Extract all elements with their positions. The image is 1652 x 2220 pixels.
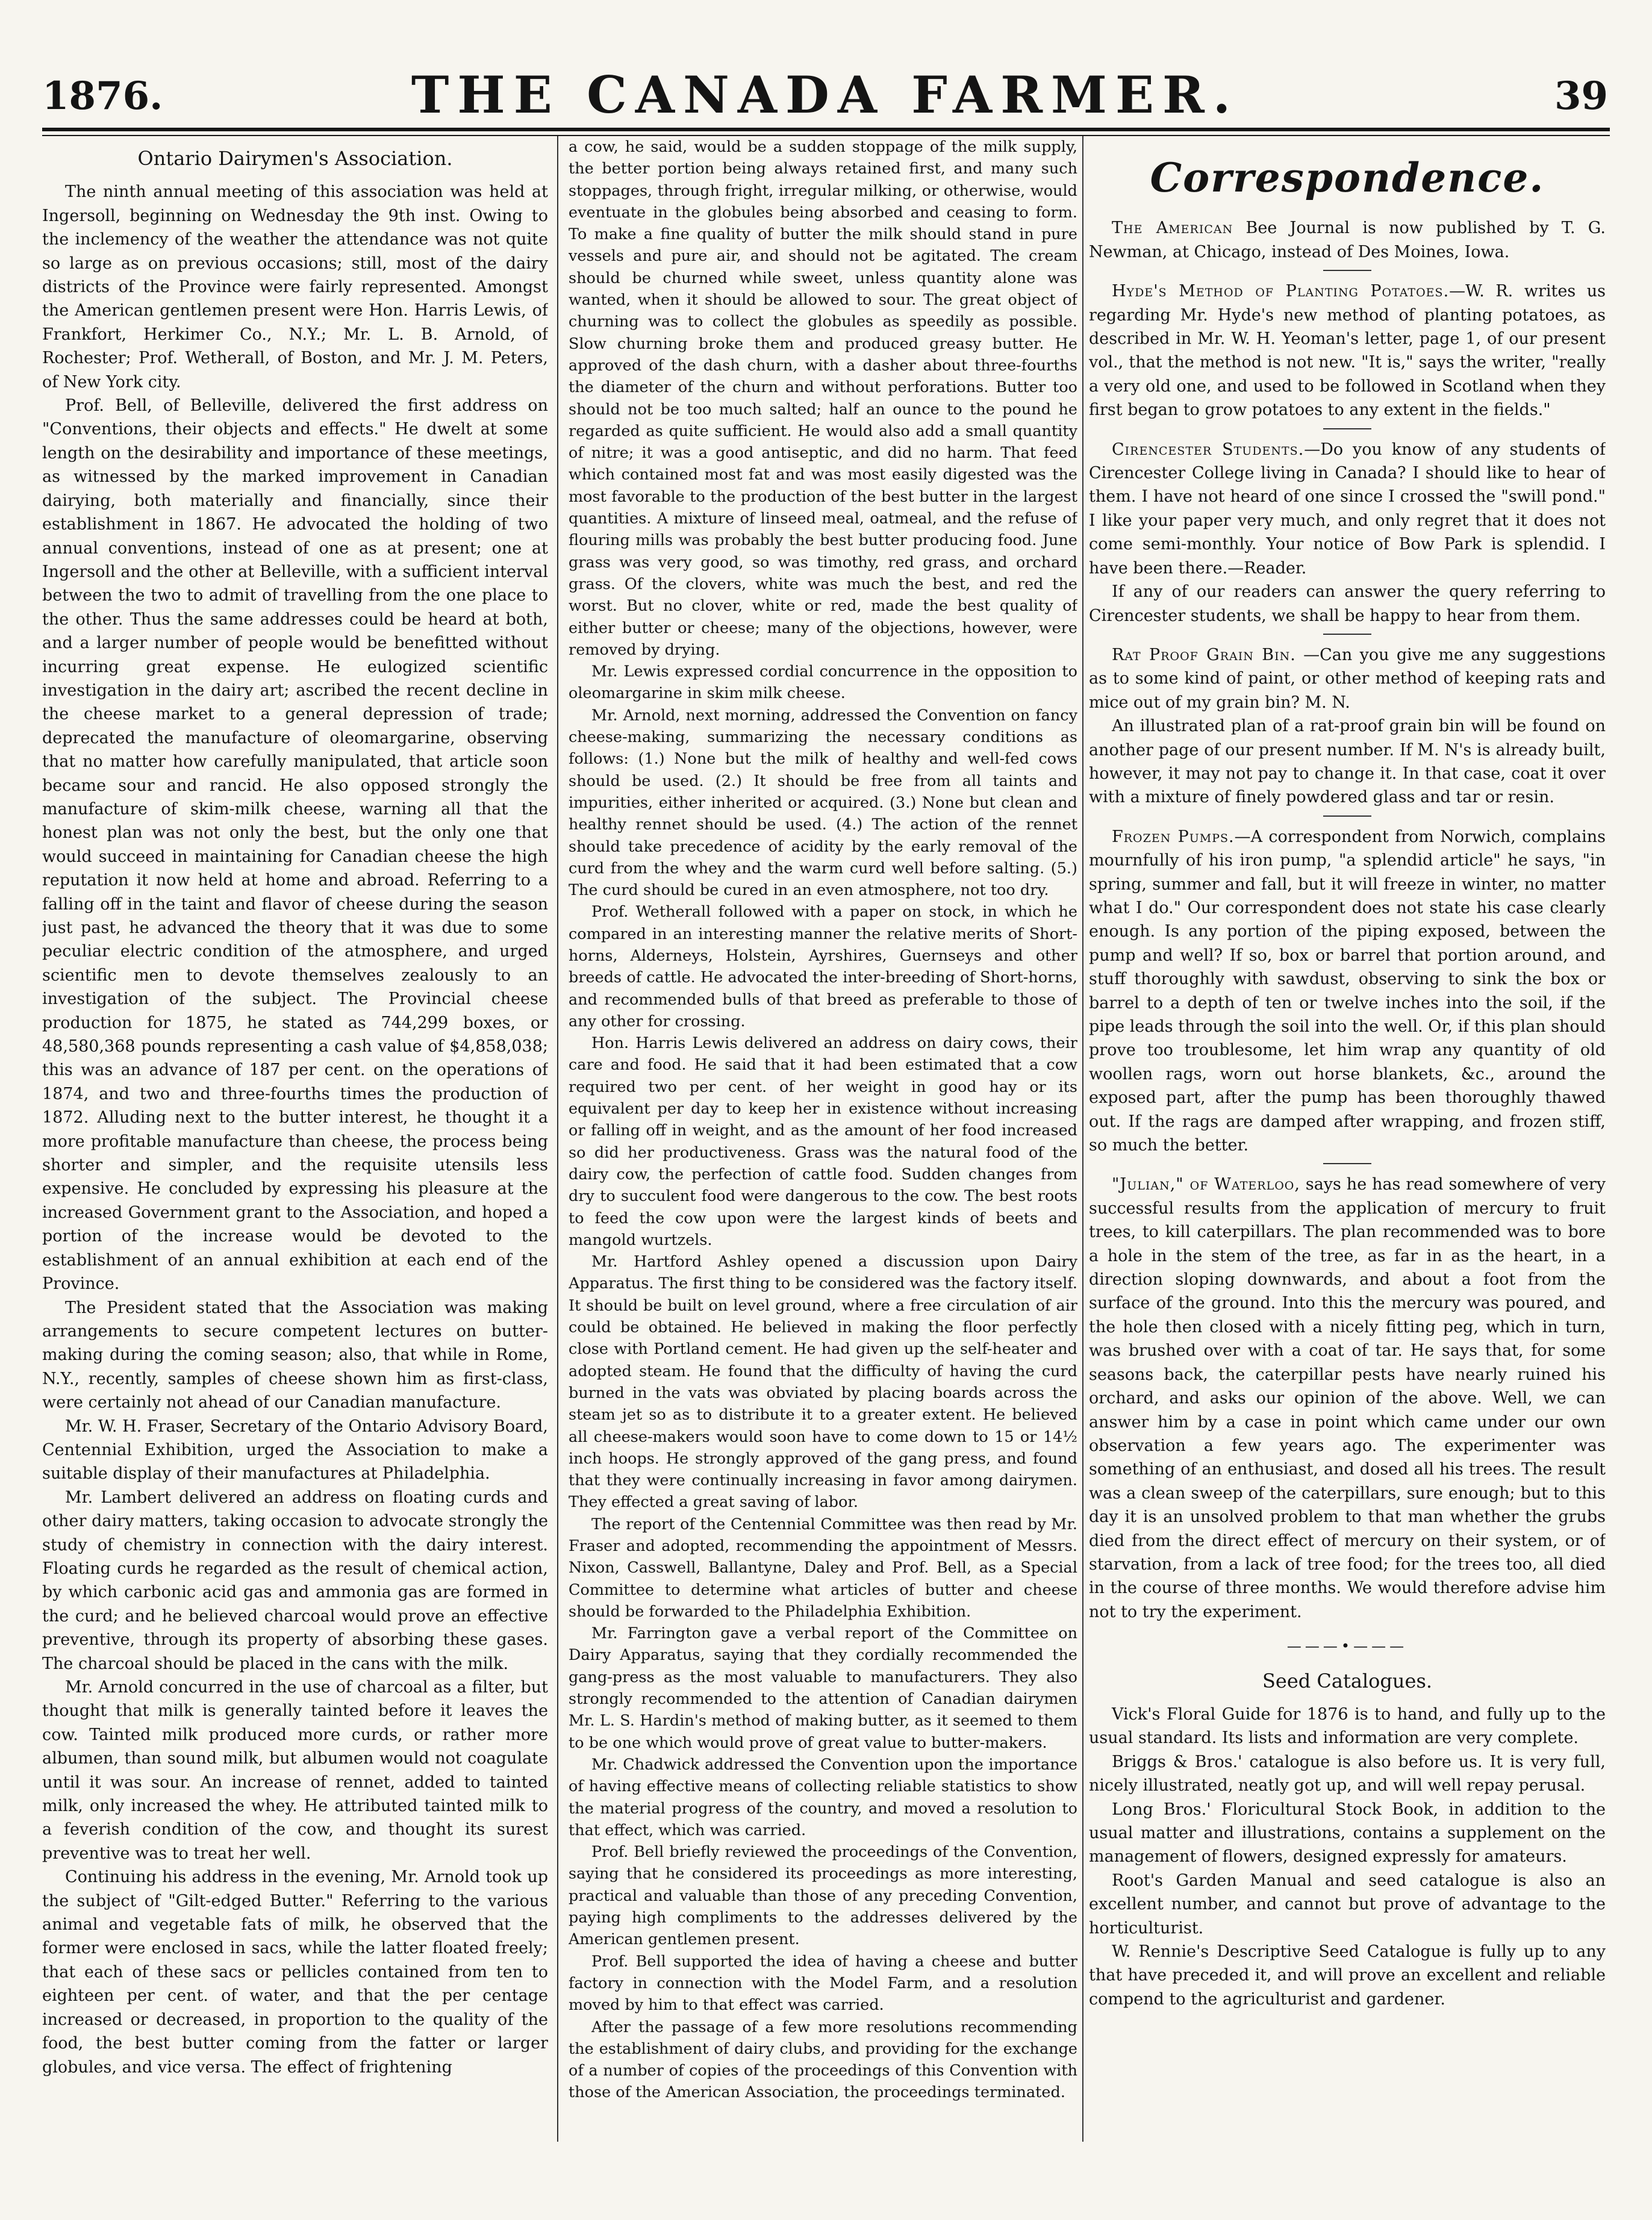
item-lead: Frozen Pumps. [1112, 827, 1235, 846]
item-text: If any of our readers can answer the query referring to Cirencester students, we shall be happy to hear from them. [1089, 582, 1606, 625]
column-2 [569, 136, 1077, 2142]
item-text: Bee Journal is now published by T. G. Newman, at Chicago, instead of Des Moines, Iowa. [1089, 219, 1606, 261]
item-lead: Cirencester Students. [1112, 440, 1304, 459]
article-paragraph: Mr. Arnold, next morning, addressed the Convention on fancy cheese-making, summarizing the necessary conditions as follows: (1.) None but the milk of healthy and well-fed cows should be used. (2.) It should be free from all taints and impurities, either inherited or acquired. (3.) None but clean and healthy rennet should be used. (4.) The action of the rennet should take precedence of acidity by the early removal of the curd from the whey and the warm curd well before salting. (5.) The curd should be cured in an even atmosphere, not too dry. [569, 706, 1077, 900]
article-paragraph: Mr. Chadwick addressed the Convention upon the importance of having effective means of collecting reliable statistics to show the material progress of the country, and moved a resolution to that effect, which was carried. [569, 1755, 1077, 1839]
item-separator [1323, 634, 1371, 635]
issue-year: 1876. [42, 73, 163, 119]
seed-paragraph: Briggs & Bros.' catalogue is also before us. It is very full, nicely illustrated, neatly got up, and will well repay perusal. [1089, 1752, 1606, 1795]
seed-paragraph: W. Rennie's Descriptive Seed Catalogue is fully up to any that have preceded it, and will prove an excellent and reliable compend to the agriculturist and gardener. [1089, 1942, 1606, 2009]
item-separator [1323, 1163, 1371, 1164]
item-text: says he has read somewhere of very successful results from the application of mercury to fruit trees, to kill caterpillars. The plan recommended was to bore a hole in the stem of the tree, as far in as the heart, in a direction sloping downwards, and about a foot from the surface of the ground. Into this the mercury was poured, and the hole then closed with a nicely fitting peg, which in turn, was brushed over with a coat of tar. He says that, for some seasons back, the caterpillar pests have nearly ruined his orchard, and asks our opinion of the above. Well, we can answer him by a case in point which came under our own observation a few years ago. The experimenter was something of an enthusiast, and dosed all his trees. The result was a clean sweep of the caterpillars, sure enough; but to this day it is an unsolved problem to that man whether the grubs died from the direct effect of mercury on their system, or of starvation, from a lack of tree food; for the trees too, all died in the course of three months. We would therefore advise him not to try the experiment. [1089, 1175, 1606, 1621]
seed-paragraph: Vick's Floral Guide for 1876 is to hand, and fully up to the usual standard. Its lists and information are very complete. [1089, 1704, 1606, 1748]
column-divider [1082, 136, 1083, 2142]
article-paragraph: a cow, he said, would be a sudden stoppage of the milk supply, the better portion being always retained first, and many such stoppages, through fright, irregular milking, or otherwise, would eventuate in the globules being absorbed and ceasing to form. To make a fine quality of butter the milk should stand in pure vessels and pure air, and should not be agitated. The cream should be churned while sweet, unless quantity alone was wanted, when it should be allowed to sour. The great object of churning was to collect the globules as speedily as possible. Slow churning broke them and produced greasy butter. He approved of the dash churn, with a dasher about three-fourths the diameter of the churn and without perforations. Butter too should not be too much salted; half an ounce to the pound he regarded as quite sufficient. He would also add a small quantity of nitre; it was a good antiseptic, and did no harm. That feed which contained most fat and was most easily digested was the most favorable to the production of the best butter in the largest quantities. A mixture of linseed meal, oatmeal, and the refuse of flouring mills was probably the best butter producing food. June grass was very good, so was timothy, red grass, and orchard grass. Of the clovers, white was much the best, and red the worst. But no clover, white or red, made the best quality of either butter or cheese; many of the objections, however, were removed by drying. [569, 138, 1077, 659]
section-ornament: ———•——— [1286, 1638, 1408, 1655]
article-paragraph: Mr. Lewis expressed cordial concurrence in the opposition to oleomargarine in skim milk cheese. [569, 663, 1077, 703]
item-text: —A correspondent from Norwich, complains mournfully of his iron pump, "a splendid article" he says, "in spring, summer and fall, but it will freeze in winter, no matter what I do." Our correspondent does not state his case clearly enough. Is any portion of the piping exposed, between the pump and well? If so, box or barrel that portion around, and stuff thoroughly with sawdust, observing to sink the box or barrel to a depth of ten or twelve inches into the soil, if the pipe leads through the soil into the well. Or, if this plan should prove too troublesome, let him wrap any quantity of old woollen rags, worn out horse blankets, &c., around the exposed part, after the pump has been thoroughly thawed out. If the rags are damped after wrapping, and frozen stiff, so much the better. [1089, 827, 1606, 1155]
article-paragraph: Mr. W. H. Fraser, Secretary of the Ontario Advisory Board, Centennial Exhibition, urged the Association to make a suitable display of their manufactures at Philadelphia. [42, 1417, 548, 1483]
column-3 [1089, 136, 1606, 2142]
item-separator [1323, 815, 1371, 817]
article-paragraph: Hon. Harris Lewis delivered an address on dairy cows, their care and food. He said that it had been estimated that a cow required two per cent. of her weight in good hay or its equivalent per day to keep her in existence without increasing or falling off in weight, and as the amount of her food increased so did her productiveness. Grass was the natural food of the dairy cow, the perfection of cattle food. Sudden changes from dry to succulent food were dangerous to the cow. The best roots to feed the cow upon were the largest kinds of beets and mangold wurtzels. [569, 1034, 1077, 1249]
article-paragraph: Prof. Bell supported the idea of having a cheese and butter factory in connection with the Model Farm, and a resolution moved by him to that effect was carried. [569, 1952, 1077, 2015]
correspondence-item [1089, 216, 1606, 264]
item-text: —Do you know of any students of Cirencester College living in Canada? I should like to hear of them. I have not heard of one since I crossed the "swill pond." I like your paper very much, and only regret that it does not come semi-monthly. Your notice of Bow Park is splendid. I have been there.—Reader. [1089, 440, 1606, 578]
masthead [42, 65, 1608, 125]
correspondence-item [1089, 643, 1606, 714]
correspondence-heading: Correspondence. [1150, 154, 1545, 201]
page-number: 39 [1554, 73, 1608, 119]
article-paragraph: Mr. Arnold concurred in the use of charcoal as a filter, but thought that milk is generally tainted before it leaves the cow. Tainted milk produced more curds, or rather more albumen, than sound milk, but albumen would not coagulate until it was sour. An increase of rennet, added to tainted milk, only increased the whey. He attributed tainted milk to a feverish condition of the cow, and thought its surest preventive was to treat her well. [42, 1678, 548, 1863]
item-text: An illustrated plan of a rat-proof grain bin will be found on another page of our present number. If M. N's is already built, however, it may not pay to change it. In that case, coat it over with a mixture of finely powdered glass and tar or resin. [1089, 717, 1606, 807]
item-lead: The American [1112, 219, 1233, 238]
item-lead: Rat Proof Grain Bin. [1112, 645, 1296, 664]
column-divider [557, 136, 558, 2142]
article-paragraph: Prof. Wetherall followed with a paper on stock, in which he compared in an interesting manner the relative merits of Short-horns, Alderneys, Holstein, Ayrshires, Guernseys and other breeds of cattle. He advocated the inter-breeding of Short-horns, and recommended bulls of that breed as preferable to those of any other for crossing. [569, 903, 1077, 1030]
correspondence-item [1089, 279, 1606, 422]
article-paragraph: After the passage of a few more resolutions recommending the establishment of dairy clubs, and providing for the exchange of a number of copies of the proceedings of this Convention with those of the American Association, the proceedings terminated. [569, 2018, 1077, 2102]
article-paragraph: Mr. Farrington gave a verbal report of the Committee on Dairy Apparatus, saying that they cordially recommended the gang-press as the most valuable to manufacturers. They also strongly recommended to the attention of Canadian dairymen Mr. L. S. Hardin's method of making butter, as it seemed to them to be one which would prove of great value to butter-makers. [569, 1624, 1077, 1752]
article-paragraph: Prof. Bell, of Belleville, delivered the first address on "Conventions, their objects and effects." He dwelt at some length on the desirability and importance of these meetings, as witnessed by the marked improvement in Canadian dairying, both materially and financially, since their establishment in 1867. He advocated the holding of two annual conventions, instead of one as at present; one at Ingersoll and the other at Belleville, with a sufficient interval between the two to admit of travelling from the one place to the other. Thus the same addresses could be heard at both, and a larger number of people would be benefitted without incurring great expense. He eulogized scientific investigation in the dairy art; ascribed the recent decline in the cheese market to a general depression of trade; deprecated the manufacture of oleomargarine, observing that no matter how carefully manipulated, that article soon became sour and rancid. He also opposed strongly the manufacture of skim-milk cheese, warning all that the honest plan was not only the best, but the only one that would succeed in maintaining for Canadian cheese the high reputation it now held at home and abroad. Referring to a falling off in the taint and flavor of cheese during the season just past, he advanced the theory that it was due to some peculiar electric condition of the atmosphere, and urged scientific men to devote themselves zealously to an investigation of the subject. The Provincial cheese production for 1875, he stated as 744,299 boxes, or 48,580,368 pounds representing a cash value of $4,858,038; this was an advance of 187 per cent. on the operations of 1874, and two and three-fourths times the production of 1872. Alluding next to the butter interest, he thought it a more profitable manufacture than cheese, the process being shorter and simpler, and the requisite utensils less expensive. He concluded by expressing his pleasure at the increased Government grant to the Association, and hoped a portion of the increase would be devoted to the establishment of an annual exhibition at each end of the Province. [42, 396, 548, 1294]
article-title: Ontario Dairymen's Association. [137, 147, 453, 170]
item-text: —Can you give me any suggestions as to some kind of paint, or other method of keeping rats and mice out of my grain bin? M. N. [1089, 645, 1606, 712]
correspondence-item [1089, 1173, 1606, 1624]
correspondence-item [1089, 714, 1606, 809]
correspondence-item [1089, 438, 1606, 580]
article-paragraph: Prof. Bell briefly reviewed the proceedings of the Convention, saying that he considered its proceedings as more interesting, practical and valuable than those of any preceding Convention, paying high compliments to the addresses delivered by the American gentlemen present. [569, 1843, 1077, 1949]
seed-catalogues-title: Seed Catalogues. [1262, 1669, 1433, 1692]
article-paragraph: Mr. Lambert delivered an address on floating curds and other dairy matters, taking occasion to advocate strongly the study of chemistry in connection with the dairy interest. Floating curds he regarded as the result of chemical action, by which carbonic acid gas and ammonia gas are formed in the curd; and he believed charcoal would prove an effective preventive, through its property of absorbing these gases. The charcoal should be placed in the cans with the milk. [42, 1488, 548, 1673]
article-paragraph: The report of the Centennial Committee was then read by Mr. Fraser and adopted, recommending the appointment of Messrs. Nixon, Casswell, Ballantyne, Daley and Prof. Bell, as a Special Committee to determine what articles of butter and cheese should be forwarded to the Philadelphia Exhibition. [569, 1515, 1077, 1621]
seed-paragraph: Root's Garden Manual and seed catalogue is also an excellent number, and cannot but prove of advantage to the horticulturist. [1089, 1871, 1606, 1938]
item-separator [1323, 428, 1371, 429]
article-paragraph: The President stated that the Association was making arrangements to secure competent lectures on butter-making during the coming season; also, that while in Rome, N.Y., recently, samples of cheese shown him as first-class, were certainly not ahead of our Canadian manufacture. [42, 1298, 548, 1412]
item-separator [1323, 270, 1371, 271]
article-paragraph: Mr. Hartford Ashley opened a discussion upon Dairy Apparatus. The first thing to be considered was the factory itself. It should be built on level ground, where a free circulation of air could be obtained. He believed in making the floor perfectly close with Portland cement. He had given up the self-heater and adopted steam. He found that the difficulty of having the curd burned in the vats was obviated by placing boards across the steam jet so as to distribute it to a greater extent. He believed all cheese-makers would soon have to come down to 15 or 14½ inch hoops. He strongly approved of the gang press, and found that they were continually increasing in favor among dairymen. They effected a great saving of labor. [569, 1253, 1077, 1512]
seed-paragraph: Long Bros.' Floricultural Stock Book, in addition to the usual matter and illustrations, contains a supplement on the management of flowers, designed expressly for amateurs. [1089, 1800, 1606, 1866]
item-lead: "Julian," of Waterloo, [1112, 1175, 1300, 1194]
item-lead: Hyde's Method of Planting Potatoes. [1112, 282, 1450, 301]
correspondence-item [1089, 580, 1606, 628]
masthead-rule [42, 128, 1610, 131]
article-paragraph: The ninth annual meeting of this association was held at Ingersoll, beginning on Wednesday the 9th inst. Owing to the inclemency of the weather the attendance was not quite so large as on previous occasions; still, most of the dairy districts of the Province were fairly represented. Amongst the American gentlemen present were Hon. Harris Lewis, of Frankfort, Herkimer Co., N.Y.; Mr. L. B. Arnold, of Rochester; Prof. Wetherall, of Boston, and Mr. J. M. Peters, of New York city. [42, 182, 548, 391]
newspaper-title: THE CANADA FARMER. [411, 65, 1239, 125]
correspondence-item [1089, 825, 1606, 1158]
item-text: —W. R. writes us regarding Mr. Hyde's new method of planting potatoes, as described in Mr. W. H. Yeoman's letter, page 1, of our present vol., that the method is not new. "It is," says the writer, "really a very old one, and used to be followed in Scotland when they first began to grow potatoes to any extent in the fields." [1089, 282, 1606, 420]
article-paragraph: Continuing his address in the evening, Mr. Arnold took up the subject of "Gilt-edged Butter." Referring to the various animal and vegetable fats of milk, he observed that the former were enclosed in sacs, while the latter floated freely; that each of these sacs or pellicles contained from ten to eighteen per cent. of water, and that the per centage increased or decreased, in proportion to the quality of the food, the best butter coming from the fatter or larger globules, and vice versa. The effect of frightening [42, 1868, 548, 2077]
column-1 [42, 136, 548, 2142]
